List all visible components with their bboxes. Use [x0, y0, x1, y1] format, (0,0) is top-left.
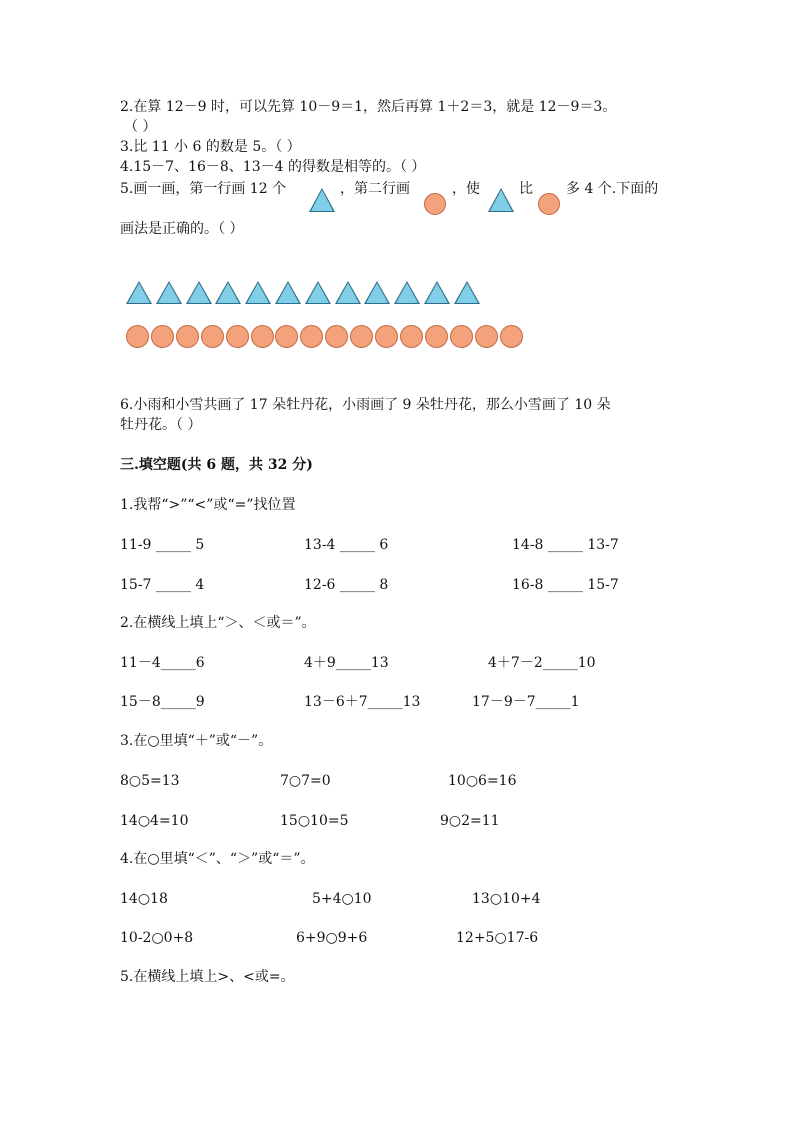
circle-icon — [425, 325, 448, 348]
circle-icon — [350, 325, 373, 348]
circle-icon — [424, 193, 446, 215]
triangle-icon-fill — [307, 283, 329, 303]
circle-icon — [151, 325, 174, 348]
triangle-row — [126, 281, 486, 305]
circle-icon — [325, 325, 348, 348]
triangle-icon-fill — [311, 190, 333, 211]
circle-icon — [375, 325, 398, 348]
circle-icon — [400, 325, 423, 348]
q4-text: 4.15－7、16－8、13－4 的得数是相等的。（ ） — [120, 159, 426, 175]
triangle-icon-fill — [337, 283, 359, 303]
circle-icon — [275, 325, 298, 348]
p2-item[interactable]: 13－6＋7_____13 — [304, 694, 421, 710]
p3-item[interactable]: 9○2=11 — [440, 813, 500, 829]
q6-answer-line: 牡丹花。（ ） — [120, 417, 202, 433]
p3-item[interactable]: 15○10=5 — [280, 813, 349, 829]
p3-item[interactable]: 8○5=13 — [120, 773, 180, 789]
q2-text: 2.在算 12－9 时，可以先算 10－9＝1，然后再算 1＋2＝3，就是 12－9＝3。 — [120, 99, 617, 115]
p4-item[interactable]: 13○10+4 — [472, 891, 541, 907]
triangle-icon-fill — [158, 283, 180, 303]
q5-text-f: 画法是正确的。（ ） — [120, 221, 244, 237]
p4-title: 4.在○里填“＜”、“＞”或“＝”。 — [120, 851, 315, 867]
triangle-icon-fill — [490, 190, 512, 211]
p4-item[interactable]: 6+9○9+6 — [296, 930, 368, 946]
p2-item[interactable]: 4＋7－2_____10 — [488, 655, 596, 671]
q5-text-c: ，使 — [452, 181, 480, 197]
p1-item[interactable]: 16-8 _____ 15-7 — [512, 577, 619, 593]
p4-item[interactable]: 10-2○0+8 — [120, 930, 194, 946]
p1-item[interactable]: 14-8 _____ 13-7 — [512, 537, 619, 553]
p1-item[interactable]: 13-4 _____ 6 — [304, 537, 389, 553]
circle-icon — [201, 325, 224, 348]
circle-icon — [176, 325, 199, 348]
q5-text-b: ，第二行画 — [340, 181, 410, 197]
p2-item[interactable]: 4＋9_____13 — [304, 655, 389, 671]
section-title: 三.填空题(共 6 题，共 32 分) — [120, 457, 313, 473]
q6-text: 6.小雨和小雪共画了 17 朵牡丹花，小雨画了 9 朵牡丹花，那么小雪画了 10 朵 — [120, 397, 611, 413]
circle-icon — [450, 325, 473, 348]
p2-item[interactable]: 15－8_____9 — [120, 694, 205, 710]
p3-item[interactable]: 14○4=10 — [120, 813, 189, 829]
p1-item[interactable]: 15-7 _____ 4 — [120, 577, 205, 593]
circle-icon — [226, 325, 249, 348]
circle-icon — [500, 325, 523, 348]
circle-row — [126, 325, 526, 350]
circle-icon — [538, 193, 560, 215]
p2-item[interactable]: 11－4_____6 — [120, 655, 205, 671]
triangle-icon-fill — [217, 283, 239, 303]
p3-title: 3.在○里填“＋”或“－”。 — [120, 733, 273, 749]
triangle-icon-fill — [247, 283, 269, 303]
triangle-icon-fill — [277, 283, 299, 303]
triangle-icon-fill — [396, 283, 418, 303]
q5-text-a: 5.画一画，第一行画 12 个 — [120, 181, 287, 197]
circle-icon — [475, 325, 498, 348]
triangle-icon-fill — [366, 283, 388, 303]
triangle-icon-fill — [128, 283, 150, 303]
p4-item[interactable]: 12+5○17-6 — [456, 930, 539, 946]
p4-item[interactable]: 14○18 — [120, 891, 168, 907]
p3-item[interactable]: 7○7=0 — [280, 773, 331, 789]
p1-item[interactable]: 11-9 _____ 5 — [120, 537, 205, 553]
q2-answer-paren[interactable]: （ ） — [124, 119, 157, 135]
p1-item[interactable]: 12-6 _____ 8 — [304, 577, 389, 593]
circle-icon — [251, 325, 274, 348]
q5-text-e: 多 4 个.下面的 — [566, 181, 659, 197]
circle-icon — [300, 325, 323, 348]
p2-title: 2.在横线上填上“＞、＜或＝”。 — [120, 615, 316, 631]
p1-title: 1.我帮“>”“<”或“=”找位置 — [120, 497, 296, 513]
q3-text: 3.比 11 小 6 的数是 5。（ ） — [120, 139, 301, 155]
triangle-icon-fill — [456, 283, 478, 303]
triangle-icon-fill — [188, 283, 210, 303]
circle-icon — [126, 325, 149, 348]
triangle-icon-fill — [426, 283, 448, 303]
p2-item[interactable]: 17－9－7_____1 — [472, 694, 580, 710]
q5-text-d: 比 — [519, 181, 533, 197]
p5-title: 5.在横线上填上>、<或=。 — [120, 969, 295, 985]
p4-item[interactable]: 5+4○10 — [312, 891, 372, 907]
p3-item[interactable]: 10○6=16 — [448, 773, 517, 789]
